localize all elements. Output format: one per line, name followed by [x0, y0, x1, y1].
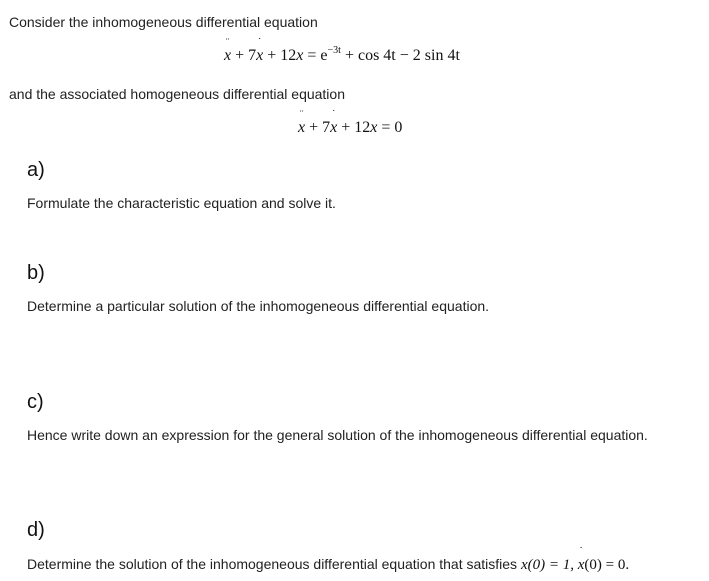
eq1-plus12: + 12: [267, 47, 297, 64]
part-a-text: Formulate the characteristic equation and solve it.: [27, 195, 336, 211]
eq2-plus12: + 12: [341, 119, 371, 136]
part-a-label: a): [27, 159, 45, 181]
initial-conditions: [520, 545, 630, 573]
part-c-text: Hence write down an expression for the general solution of the inhomogeneous differential equation.: [27, 427, 648, 443]
eq1-plus7: + 7: [235, 47, 257, 64]
eq1-exp-base: e: [320, 47, 328, 64]
intro-text: Consider the inhomogeneous differential equation: [9, 14, 318, 30]
eq1-equals: =: [307, 47, 317, 64]
condition-x0: x(0) = 1,: [520, 557, 574, 573]
eq1-trig-terms: + cos 4t − 2 sin 4t: [344, 47, 460, 64]
eq2-plus7: + 7: [309, 119, 331, 136]
part-b-label: b): [27, 262, 45, 284]
part-c-label: c): [27, 391, 44, 413]
part-d-label: d): [27, 519, 45, 541]
part-d-text-main: Determine the solution of the inhomogeneous differential equation that satisfies: [27, 556, 518, 572]
homogeneous-equation: x ¨ + 7x ˙ + 12x = 0: [298, 108, 403, 136]
inhomogeneous-equation: x ¨ + 7x ˙ + $12x = e^{-3t} + \cos 4t - 2$ sin 4t: [224, 36, 460, 64]
part-d-text: [27, 545, 630, 575]
eq2-rhs: = 0: [381, 119, 403, 136]
homogeneous-intro-text: and the associated homogeneous differential equation: [9, 86, 345, 102]
x-double-dot: x ¨: [224, 36, 232, 64]
eq1-exp-power: −3t: [327, 45, 341, 56]
condition-xdot0: (0) = 0.: [584, 557, 630, 573]
part-b-text: Determine a particular solution of the inhomogeneous differential equation.: [27, 298, 490, 314]
x-dot: x ˙: [577, 545, 585, 573]
x-dot: x ˙: [330, 108, 338, 136]
x-double-dot: x ¨: [298, 108, 306, 136]
x-dot: x ˙: [256, 36, 264, 64]
